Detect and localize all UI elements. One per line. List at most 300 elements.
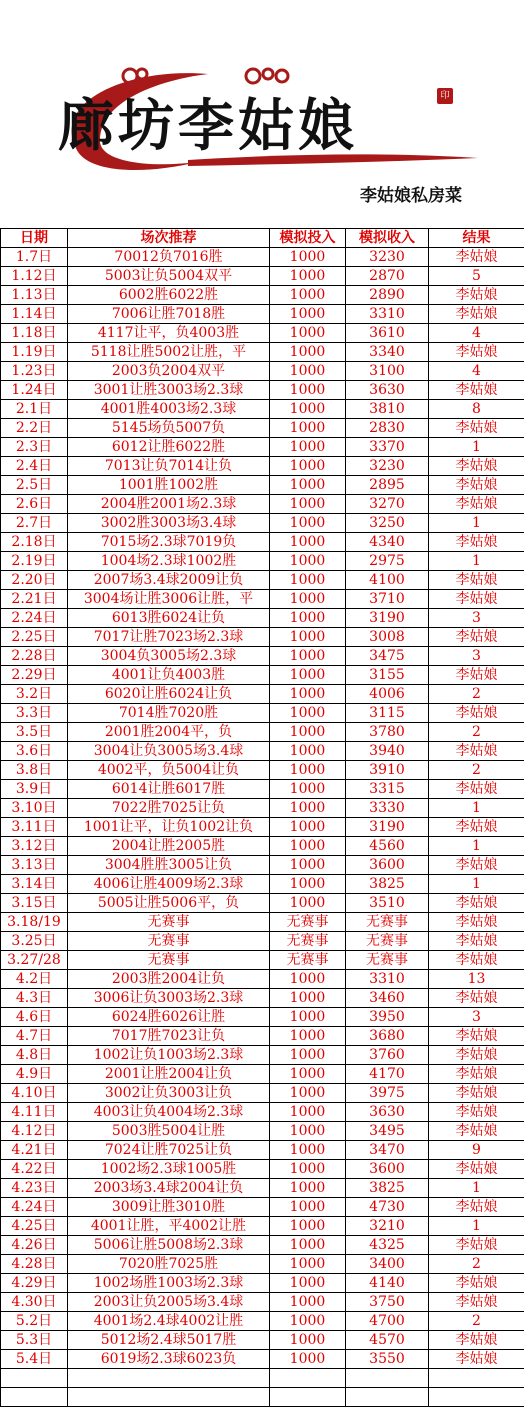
income-cell: 4140 xyxy=(346,1274,429,1293)
input-cell: 1000 xyxy=(270,438,346,457)
result-cell: 2 xyxy=(429,685,524,704)
match-cell: 7013让负7014让负 xyxy=(68,457,270,476)
date-cell: 4.11日 xyxy=(1,1103,68,1122)
date-cell: 1.12日 xyxy=(1,267,68,286)
income-cell: 3315 xyxy=(346,780,429,799)
income-cell: 3630 xyxy=(346,381,429,400)
input-cell: 1000 xyxy=(270,495,346,514)
match-cell: 4117让平，负4003胜 xyxy=(68,324,270,343)
table-row xyxy=(1,571,524,590)
input-cell: 1000 xyxy=(270,267,346,286)
date-cell: 2.6日 xyxy=(1,495,68,514)
income-cell: 3810 xyxy=(346,400,429,419)
result-cell: 李姑娘 xyxy=(429,951,524,970)
table-row xyxy=(1,381,524,400)
input-cell: 1000 xyxy=(270,362,346,381)
income-cell: 3610 xyxy=(346,324,429,343)
table-row xyxy=(1,1293,524,1312)
input-cell: 1000 xyxy=(270,1008,346,1027)
table-row xyxy=(1,514,524,533)
input-cell: 1000 xyxy=(270,1274,346,1293)
income-cell: 3270 xyxy=(346,495,429,514)
table-row xyxy=(1,1312,524,1331)
result-cell: 李姑娘 xyxy=(429,628,524,647)
match-cell: 6019场2.3球6023负 xyxy=(68,1350,270,1369)
match-cell: 3001让胜3003场2.3球 xyxy=(68,381,270,400)
match-cell: 2003让负2005场3.4球 xyxy=(68,1293,270,1312)
input-cell: 1000 xyxy=(270,248,346,267)
table-row xyxy=(1,704,524,723)
date-cell: 4.25日 xyxy=(1,1217,68,1236)
date-cell: 3.18/19 xyxy=(1,913,68,932)
result-cell: 李姑娘 xyxy=(429,343,524,362)
input-cell: 1000 xyxy=(270,742,346,761)
income-cell: 3825 xyxy=(346,875,429,894)
date-cell: 2.5日 xyxy=(1,476,68,495)
table-row xyxy=(1,438,524,457)
date-cell: 2.18日 xyxy=(1,533,68,552)
result-cell: 李姑娘 xyxy=(429,1122,524,1141)
result-cell: 1 xyxy=(429,514,524,533)
input-cell: 1000 xyxy=(270,286,346,305)
match-cell: 3009让胜3010胜 xyxy=(68,1198,270,1217)
table-row xyxy=(1,761,524,780)
table-row xyxy=(1,856,524,875)
result-cell: 1 xyxy=(429,799,524,818)
column-header-match: 场次推荐 xyxy=(68,229,270,248)
date-cell: 3.5日 xyxy=(1,723,68,742)
income-cell: 3600 xyxy=(346,856,429,875)
result-cell: 1 xyxy=(429,1217,524,1236)
input-cell: 1000 xyxy=(270,723,346,742)
match-cell: 无赛事 xyxy=(68,932,270,951)
result-cell: 2 xyxy=(429,1312,524,1331)
match-cell: 4002平，负5004让负 xyxy=(68,761,270,780)
date-cell: 3.13日 xyxy=(1,856,68,875)
result-cell: 李姑娘 xyxy=(429,419,524,438)
result-cell: 李姑娘 xyxy=(429,1103,524,1122)
table-row xyxy=(1,552,524,571)
input-cell: 1000 xyxy=(270,400,346,419)
empty-cell xyxy=(346,1369,429,1388)
date-cell: 4.24日 xyxy=(1,1198,68,1217)
income-cell: 4340 xyxy=(346,533,429,552)
date-cell: 4.2日 xyxy=(1,970,68,989)
income-cell: 3910 xyxy=(346,761,429,780)
input-cell: 1000 xyxy=(270,1141,346,1160)
input-cell: 1000 xyxy=(270,704,346,723)
date-cell: 2.3日 xyxy=(1,438,68,457)
table-row xyxy=(1,647,524,666)
date-cell: 2.29日 xyxy=(1,666,68,685)
income-cell: 3230 xyxy=(346,457,429,476)
match-cell: 4003让负4004场2.3球 xyxy=(68,1103,270,1122)
input-cell: 1000 xyxy=(270,590,346,609)
table-row xyxy=(1,894,524,913)
empty-cell xyxy=(429,1369,524,1388)
table-row xyxy=(1,932,524,951)
match-cell: 6002胜6022胜 xyxy=(68,286,270,305)
income-cell: 3190 xyxy=(346,818,429,837)
match-cell: 1001胜1002胜 xyxy=(68,476,270,495)
table-row xyxy=(1,1331,524,1350)
input-cell: 1000 xyxy=(270,381,346,400)
table-row xyxy=(1,1084,524,1103)
input-cell: 1000 xyxy=(270,1255,346,1274)
result-cell: 李姑娘 xyxy=(429,1236,524,1255)
date-cell: 2.4日 xyxy=(1,457,68,476)
input-cell: 1000 xyxy=(270,1198,346,1217)
match-cell: 7006让胜7018胜 xyxy=(68,305,270,324)
income-cell: 3710 xyxy=(346,590,429,609)
table-row xyxy=(1,628,524,647)
match-cell: 5118让胜5002让胜，平 xyxy=(68,343,270,362)
result-cell: 李姑娘 xyxy=(429,495,524,514)
empty-row xyxy=(1,1388,524,1407)
match-cell: 2003负2004双平 xyxy=(68,362,270,381)
date-cell: 1.23日 xyxy=(1,362,68,381)
input-cell: 1000 xyxy=(270,1027,346,1046)
income-cell: 3680 xyxy=(346,1027,429,1046)
table-row xyxy=(1,913,524,932)
input-cell: 无赛事 xyxy=(270,951,346,970)
date-cell: 2.19日 xyxy=(1,552,68,571)
date-cell: 4.26日 xyxy=(1,1236,68,1255)
result-cell: 李姑娘 xyxy=(429,1027,524,1046)
table-row xyxy=(1,837,524,856)
result-cell: 13 xyxy=(429,970,524,989)
result-cell: 李姑娘 xyxy=(429,286,524,305)
income-cell: 3760 xyxy=(346,1046,429,1065)
input-cell: 1000 xyxy=(270,552,346,571)
results-table xyxy=(0,228,524,1407)
result-cell: 2 xyxy=(429,761,524,780)
table-row xyxy=(1,780,524,799)
income-cell: 4170 xyxy=(346,1065,429,1084)
table-row xyxy=(1,343,524,362)
result-cell: 李姑娘 xyxy=(429,1046,524,1065)
date-cell: 5.3日 xyxy=(1,1331,68,1350)
empty-cell xyxy=(68,1388,270,1407)
result-cell: 李姑娘 xyxy=(429,989,524,1008)
table-row xyxy=(1,286,524,305)
date-cell: 2.24日 xyxy=(1,609,68,628)
result-cell: 李姑娘 xyxy=(429,1198,524,1217)
income-cell: 3008 xyxy=(346,628,429,647)
income-cell: 4560 xyxy=(346,837,429,856)
input-cell: 1000 xyxy=(270,647,346,666)
table-row xyxy=(1,989,524,1008)
match-cell: 3002让负3003让负 xyxy=(68,1084,270,1103)
result-cell: 8 xyxy=(429,400,524,419)
income-cell: 2895 xyxy=(346,476,429,495)
input-cell: 1000 xyxy=(270,1046,346,1065)
table-row xyxy=(1,1160,524,1179)
table-row xyxy=(1,495,524,514)
empty-cell xyxy=(1,1388,68,1407)
input-cell: 1000 xyxy=(270,457,346,476)
result-cell: 李姑娘 xyxy=(429,457,524,476)
input-cell: 1000 xyxy=(270,343,346,362)
result-cell: 李姑娘 xyxy=(429,704,524,723)
input-cell: 1000 xyxy=(270,875,346,894)
income-cell: 3940 xyxy=(346,742,429,761)
income-cell: 4730 xyxy=(346,1198,429,1217)
date-cell: 3.8日 xyxy=(1,761,68,780)
table-row xyxy=(1,1103,524,1122)
table-row xyxy=(1,685,524,704)
input-cell: 1000 xyxy=(270,761,346,780)
table-row xyxy=(1,1179,524,1198)
result-cell: 李姑娘 xyxy=(429,1065,524,1084)
income-cell: 3340 xyxy=(346,343,429,362)
result-cell: 4 xyxy=(429,362,524,381)
result-cell: 4 xyxy=(429,324,524,343)
income-cell: 3400 xyxy=(346,1255,429,1274)
date-cell: 4.8日 xyxy=(1,1046,68,1065)
result-cell: 1 xyxy=(429,837,524,856)
date-cell: 2.21日 xyxy=(1,590,68,609)
match-cell: 5012场2.4球5017胜 xyxy=(68,1331,270,1350)
match-cell: 2004胜2001场2.3球 xyxy=(68,495,270,514)
table-row xyxy=(1,324,524,343)
result-cell: 李姑娘 xyxy=(429,666,524,685)
date-cell: 3.9日 xyxy=(1,780,68,799)
date-cell: 4.22日 xyxy=(1,1160,68,1179)
input-cell: 1000 xyxy=(270,609,346,628)
income-cell: 无赛事 xyxy=(346,932,429,951)
input-cell: 1000 xyxy=(270,1236,346,1255)
income-cell: 3550 xyxy=(346,1350,429,1369)
match-cell: 5003让负5004双平 xyxy=(68,267,270,286)
match-cell: 4001让负4003胜 xyxy=(68,666,270,685)
match-cell: 6013胜6024让负 xyxy=(68,609,270,628)
input-cell: 1000 xyxy=(270,685,346,704)
income-cell: 3630 xyxy=(346,1103,429,1122)
income-cell: 3310 xyxy=(346,305,429,324)
match-cell: 7014胜7020胜 xyxy=(68,704,270,723)
result-cell: 李姑娘 xyxy=(429,856,524,875)
match-cell: 5006让胜5008场2.3球 xyxy=(68,1236,270,1255)
match-cell: 2001胜2004平，负 xyxy=(68,723,270,742)
date-cell: 3.2日 xyxy=(1,685,68,704)
column-header-input: 模拟投入 xyxy=(270,229,346,248)
match-cell: 4001场2.4球4002让胜 xyxy=(68,1312,270,1331)
input-cell: 1000 xyxy=(270,818,346,837)
result-cell: 3 xyxy=(429,1008,524,1027)
income-cell: 3975 xyxy=(346,1084,429,1103)
input-cell: 1000 xyxy=(270,1179,346,1198)
input-cell: 1000 xyxy=(270,837,346,856)
result-cell: 3 xyxy=(429,609,524,628)
match-cell: 1002场2.3球1005胜 xyxy=(68,1160,270,1179)
match-cell: 无赛事 xyxy=(68,913,270,932)
match-cell: 1002场胜1003场2.3球 xyxy=(68,1274,270,1293)
result-cell: 李姑娘 xyxy=(429,1331,524,1350)
result-cell: 李姑娘 xyxy=(429,913,524,932)
income-cell: 4325 xyxy=(346,1236,429,1255)
match-cell: 6014让胜6017胜 xyxy=(68,780,270,799)
result-cell: 2 xyxy=(429,1255,524,1274)
input-cell: 无赛事 xyxy=(270,913,346,932)
date-cell: 5.4日 xyxy=(1,1350,68,1369)
table-row xyxy=(1,666,524,685)
result-cell: 李姑娘 xyxy=(429,476,524,495)
income-cell: 3825 xyxy=(346,1179,429,1198)
input-cell: 1000 xyxy=(270,1350,346,1369)
result-cell: 9 xyxy=(429,1141,524,1160)
table-row xyxy=(1,1065,524,1084)
table-row xyxy=(1,723,524,742)
table-body xyxy=(1,248,524,1407)
date-cell: 2.2日 xyxy=(1,419,68,438)
result-cell: 李姑娘 xyxy=(429,1084,524,1103)
match-cell: 1001让平，让负1002让负 xyxy=(68,818,270,837)
date-cell: 2.25日 xyxy=(1,628,68,647)
table-row xyxy=(1,818,524,837)
table-row xyxy=(1,799,524,818)
date-cell: 1.18日 xyxy=(1,324,68,343)
table-row xyxy=(1,609,524,628)
income-cell: 3495 xyxy=(346,1122,429,1141)
income-cell: 2975 xyxy=(346,552,429,571)
empty-cell xyxy=(346,1388,429,1407)
table-row xyxy=(1,1217,524,1236)
income-cell: 4100 xyxy=(346,571,429,590)
match-cell: 5003胜5004让胜 xyxy=(68,1122,270,1141)
result-cell: 李姑娘 xyxy=(429,932,524,951)
empty-cell xyxy=(270,1369,346,1388)
input-cell: 1000 xyxy=(270,419,346,438)
match-cell: 6024胜6026让胜 xyxy=(68,1008,270,1027)
date-cell: 4.29日 xyxy=(1,1274,68,1293)
date-cell: 1.24日 xyxy=(1,381,68,400)
result-cell: 李姑娘 xyxy=(429,305,524,324)
result-cell: 李姑娘 xyxy=(429,248,524,267)
input-cell: 1000 xyxy=(270,780,346,799)
table-row xyxy=(1,1122,524,1141)
table-row xyxy=(1,305,524,324)
match-cell: 4001胜4003场2.3球 xyxy=(68,400,270,419)
date-cell: 3.14日 xyxy=(1,875,68,894)
income-cell: 3950 xyxy=(346,1008,429,1027)
input-cell: 1000 xyxy=(270,856,346,875)
table-row xyxy=(1,1141,524,1160)
match-cell: 3004负3005场2.3球 xyxy=(68,647,270,666)
result-cell: 1 xyxy=(429,875,524,894)
date-cell: 1.19日 xyxy=(1,343,68,362)
match-cell: 7017让胜7023场2.3球 xyxy=(68,628,270,647)
header xyxy=(0,0,524,226)
result-cell: 李姑娘 xyxy=(429,1293,524,1312)
date-cell: 4.12日 xyxy=(1,1122,68,1141)
match-cell: 无赛事 xyxy=(68,951,270,970)
table-header-row xyxy=(1,229,524,248)
date-cell: 4.30日 xyxy=(1,1293,68,1312)
table-row xyxy=(1,1027,524,1046)
match-cell: 3004胜胜3005让负 xyxy=(68,856,270,875)
date-cell: 4.3日 xyxy=(1,989,68,1008)
income-cell: 4700 xyxy=(346,1312,429,1331)
income-cell: 3310 xyxy=(346,970,429,989)
match-cell: 1002让负1003场2.3球 xyxy=(68,1046,270,1065)
match-cell: 70012负7016胜 xyxy=(68,248,270,267)
result-cell: 李姑娘 xyxy=(429,818,524,837)
table-row xyxy=(1,951,524,970)
income-cell: 2870 xyxy=(346,267,429,286)
income-cell: 无赛事 xyxy=(346,951,429,970)
match-cell: 6020让胜6024让负 xyxy=(68,685,270,704)
input-cell: 1000 xyxy=(270,1293,346,1312)
input-cell: 1000 xyxy=(270,628,346,647)
table-row xyxy=(1,267,524,286)
table-row xyxy=(1,875,524,894)
date-cell: 4.21日 xyxy=(1,1141,68,1160)
result-cell: 李姑娘 xyxy=(429,1274,524,1293)
input-cell: 1000 xyxy=(270,533,346,552)
table-row xyxy=(1,476,524,495)
input-cell: 1000 xyxy=(270,1160,346,1179)
income-cell: 3115 xyxy=(346,704,429,723)
income-cell: 3230 xyxy=(346,248,429,267)
empty-cell xyxy=(270,1388,346,1407)
input-cell: 1000 xyxy=(270,476,346,495)
result-cell: 李姑娘 xyxy=(429,590,524,609)
date-cell: 2.1日 xyxy=(1,400,68,419)
income-cell: 3475 xyxy=(346,647,429,666)
table-row xyxy=(1,1198,524,1217)
input-cell: 1000 xyxy=(270,1084,346,1103)
date-cell: 4.23日 xyxy=(1,1179,68,1198)
match-cell: 1004场2.3球1002胜 xyxy=(68,552,270,571)
result-cell: 李姑娘 xyxy=(429,780,524,799)
column-header-result: 结果 xyxy=(429,229,524,248)
income-cell: 3330 xyxy=(346,799,429,818)
match-cell: 4001让胜，平4002让胜 xyxy=(68,1217,270,1236)
date-cell: 3.25日 xyxy=(1,932,68,951)
match-cell: 3004让负3005场3.4球 xyxy=(68,742,270,761)
input-cell: 1000 xyxy=(270,799,346,818)
table-row xyxy=(1,1236,524,1255)
income-cell: 3250 xyxy=(346,514,429,533)
empty-row xyxy=(1,1369,524,1388)
date-cell: 1.13日 xyxy=(1,286,68,305)
input-cell: 1000 xyxy=(270,1122,346,1141)
income-cell: 3460 xyxy=(346,989,429,1008)
result-cell: 李姑娘 xyxy=(429,742,524,761)
date-cell: 4.28日 xyxy=(1,1255,68,1274)
match-cell: 7024让胜7025让负 xyxy=(68,1141,270,1160)
match-cell: 3002胜3003场3.4球 xyxy=(68,514,270,533)
date-cell: 4.7日 xyxy=(1,1027,68,1046)
logo-text: 廊坊李姑娘 xyxy=(58,82,358,162)
table-row xyxy=(1,362,524,381)
income-cell: 3370 xyxy=(346,438,429,457)
match-cell: 3004场让胜3006让胜，平 xyxy=(68,590,270,609)
result-cell: 1 xyxy=(429,1179,524,1198)
date-cell: 4.6日 xyxy=(1,1008,68,1027)
table-row xyxy=(1,742,524,761)
input-cell: 1000 xyxy=(270,989,346,1008)
income-cell: 3210 xyxy=(346,1217,429,1236)
match-cell: 3006让负3003场2.3球 xyxy=(68,989,270,1008)
match-cell: 6012让胜6022胜 xyxy=(68,438,270,457)
match-cell: 2007场3.4球2009让负 xyxy=(68,571,270,590)
table-row xyxy=(1,419,524,438)
table-row xyxy=(1,1046,524,1065)
match-cell: 7020胜7025胜 xyxy=(68,1255,270,1274)
result-cell: 5 xyxy=(429,267,524,286)
